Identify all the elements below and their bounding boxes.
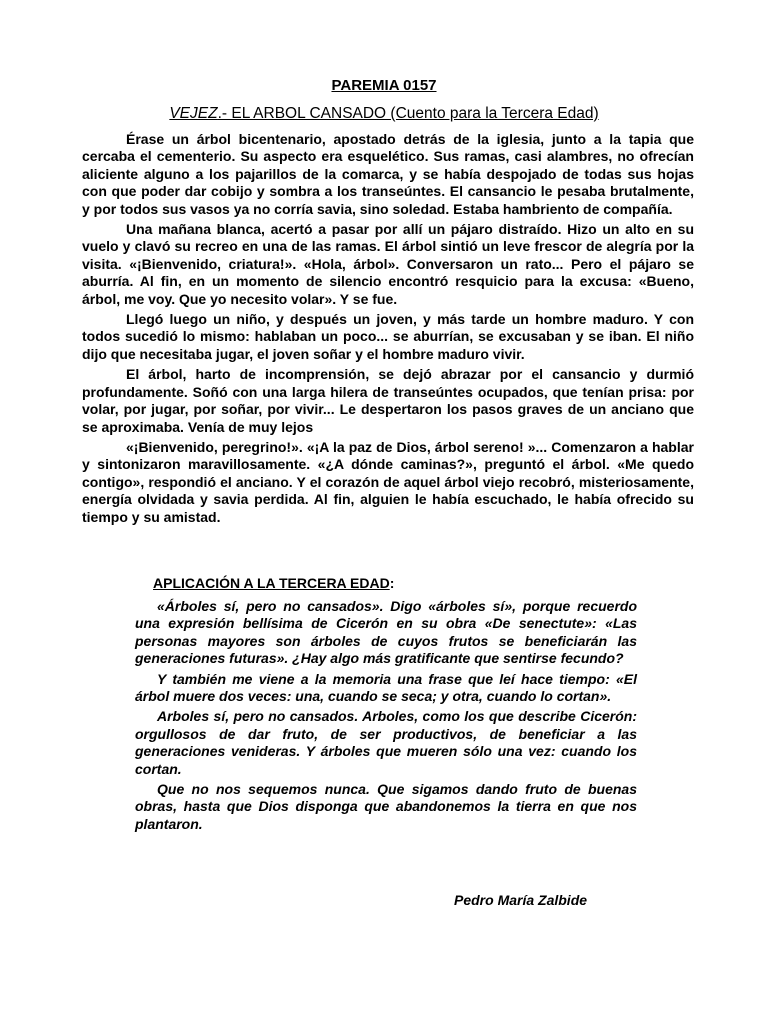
application-paragraph: Que no nos sequemos nunca. Que sigamos dando fruto de buenas obras, hasta que Dios disponga que abandonemos la tierra en que nos plantaron. [135, 781, 637, 832]
story-body [82, 131, 694, 529]
application-heading [153, 575, 394, 591]
application-paragraph: «Árboles sí, pero no cansados». Digo «árboles sí», porque recuerdo una expresión bellísima de Cicerón en su obra «De senectute»: «Las personas mayores son árboles de cuyos frutos se beneficiarán las generaciones futuras». ¿Hay algo más gratificante que sentirse fecundo? [135, 598, 637, 667]
story-paragraph: Érase un árbol bicentenario, apostado detrás de la iglesia, junto a la tapia que cercaba el cementerio. Su aspecto era esquelético. Sus ramas, casi alambres, no ofrecían aliciente alguno a los pajarillos de la comarca, y se había despojado de todas sus hojas con que poder dar cobijo y sombra a los transeúntes. El cansancio le pesaba brutalmente, y por todos sus vasos ya no corría savia, sino soledad. Estaba hambriento de compañía. [82, 131, 694, 217]
application-paragraph: Arboles sí, pero no cansados. Arboles, como los que describe Cicerón: orgullosos de dar fruto, de ser productivos, de beneficiar a las generaciones venideras. Y árboles que mueren sólo una vez: cuando los cortan. [135, 708, 637, 777]
title-vejez: VEJEZ [169, 105, 218, 122]
application-heading-label: APLICACIÓN A LA TERCERA EDAD [153, 575, 390, 591]
application-body [135, 598, 637, 836]
story-paragraph: El árbol, harto de incomprensión, se dejó abrazar por el cansancio y durmió profundamente. Soñó con una larga hilera de transeúntes ocupados, que tenían prisa: por volar, por jugar, por soñar, por vivir... Le despertaron los pasos graves de un anciano que se aproximaba. Venía de muy lejos [82, 366, 694, 435]
paremia-number: PAREMIA 0157 [331, 77, 437, 94]
title-rest: .- EL ARBOL CANSADO (Cuento para la Tercera Edad) [217, 105, 599, 122]
story-paragraph: Una mañana blanca, acertó a pasar por allí un pájaro distraído. Hizo un alto en su vuelo y clavó su recreo en una de las ramas. El árbol sintió un leve frescor de alegría por la visita. «¡Bienvenido, criatura!». «Hola, árbol». Conversaron un rato... Pero el pájaro se aburría. Al fin, en un momento de silencio encontró resquicio para la excusa: «Bueno, árbol, me voy. Que yo necesito volar». Y se fue. [82, 221, 694, 307]
story-paragraph: Llegó luego un niño, y después un joven, y más tarde un hombre maduro. Y con todos sucedió lo mismo: hablaban un poco... se aburrían, se excusaban y se iban. El niño dijo que necesitaba jugar, el joven soñar y el hombre maduro vivir. [82, 311, 694, 362]
author-signature: Pedro María Zalbide [454, 892, 588, 908]
application-heading-colon: : [389, 575, 395, 591]
story-title [0, 105, 768, 123]
application-paragraph: Y también me viene a la memoria una frase que leí hace tiempo: «El árbol muere dos veces: una, cuando se seca; y otra, cuando lo cortan». [135, 670, 637, 705]
story-paragraph: «¡Bienvenido, peregrino!». «¡A la paz de Dios, árbol sereno! »... Comenzaron a hablar y sintonizaron maravillosamente. «¿A dónde caminas?», preguntó el árbol. «Me quedo contigo», respondió el anciano. Y el corazón de aquel árbol viejo recobró, misteriosamente, energía olvidada y savia perdida. Al fin, alguien le había escuchado, le había ofrecido su tiempo y su amistad. [82, 438, 694, 525]
